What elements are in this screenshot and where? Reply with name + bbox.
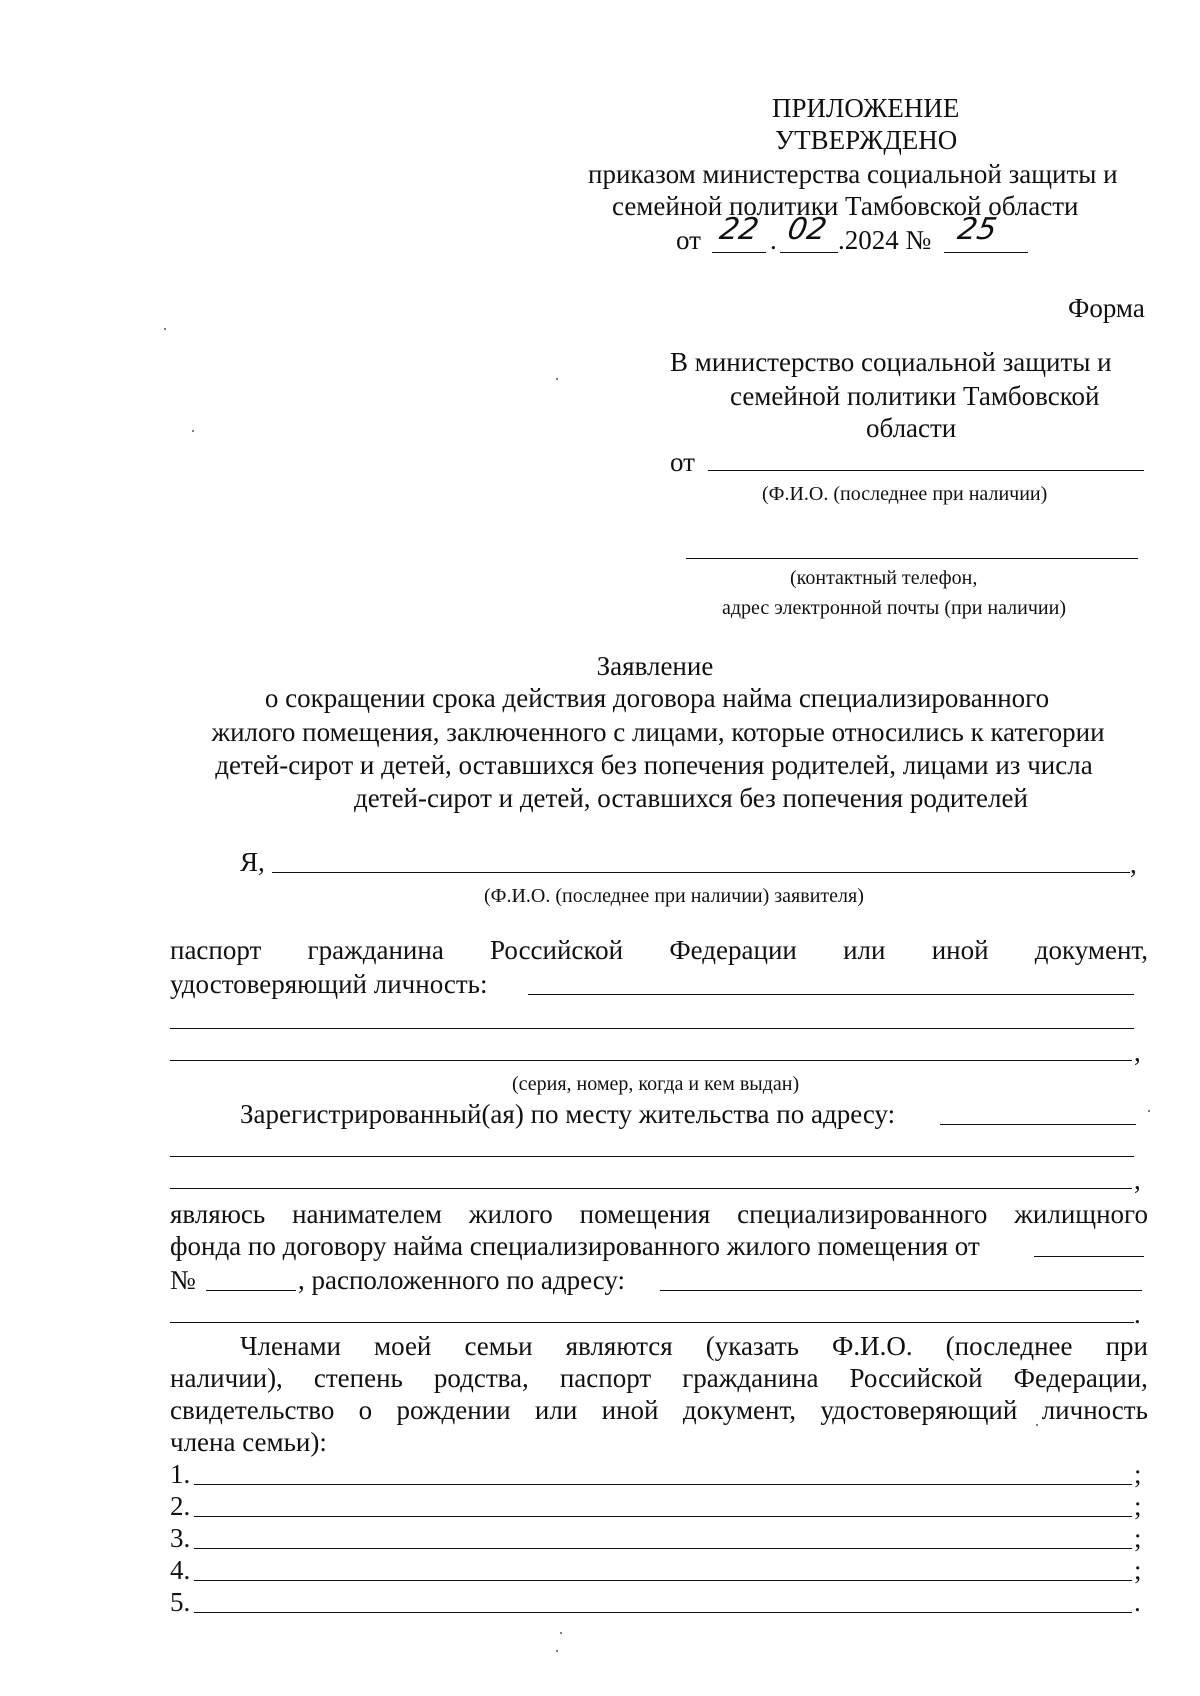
document-page: ПРИЛОЖЕНИЕ УТВЕРЖДЕНО приказом министерства социальной защиты и семейной политики Тамбовской области от 22 . 02 .2024 № 25 Форма В министерство социальной защиты и семейной политики Тамбовской области от (Ф.И.О. (последнее при наличии) (контактный телефон, адрес электронной почты (при наличии) Заявление о сокращении срока действия договора найма специализированного жилого помещения, заключенного с лицами, которые относились к категории детей-сирот и детей, оставшихся без попечения родителей, лицами из числа детей-сирот и детей, оставшихся без попечения родителей Я, , (Ф.И.О. (последнее при наличии) заявителя) паспорт гражданина Российской Федерации или иной документ, удостоверяющий личность: , (серия, номер, когда и кем выдан) Зарегистрированный(ая) по месту жительства по адресу: , являюсь нанимателем жилого помещения специализированного жилищного фонда по договору найма специализированного жилого помещения от № , расположенного по адресу: . Членами моей семьи являются (указать Ф.И.О. (последнее при наличии), степень родства, паспорт гражданина Российской Федерации, свидетельство о рождении или иной документ, удостоверяющий личность члена семьи): 1. ; 2. ; 3. ; 4. ; 5. . xyxy=(0,0,1200,1696)
scan-speck xyxy=(164,328,166,330)
from-name-field[interactable] xyxy=(708,470,1144,471)
identity-label: удостоверяющий личность: xyxy=(170,969,488,999)
scan-speck xyxy=(556,1650,558,1652)
contact-field[interactable] xyxy=(686,558,1138,559)
member-4-number: 4. xyxy=(170,1555,191,1585)
scan-speck xyxy=(1148,1110,1150,1112)
member-5-number: 5. xyxy=(170,1587,191,1617)
scan-speck xyxy=(556,378,558,380)
family-line-1: Членами моей семьи являются (указать Ф.И.О. (последнее при xyxy=(240,1331,1148,1361)
from-label: от xyxy=(670,447,695,477)
member-5-field[interactable] xyxy=(194,1612,1132,1613)
member-2-number: 2. xyxy=(170,1491,191,1521)
tenant-line: являюсь нанимателем жилого помещения специализированного жилищного xyxy=(170,1199,1148,1229)
contact-hint-2: адрес электронной почты (при наличии) xyxy=(722,597,1066,619)
family-line-2: наличии), степень родства, паспорт гражданина Российской Федерации, xyxy=(170,1363,1148,1393)
title-line-1: Заявление xyxy=(596,651,714,681)
contract-date-field[interactable] xyxy=(1034,1256,1144,1257)
registered-label: Зарегистрированный(ая) по месту жительства по адресу: xyxy=(240,1099,896,1129)
title-line-4: детей-сирот и детей, оставшихся без попечения родителей, лицами из числа xyxy=(215,750,1093,780)
family-line-4: члена семьи): xyxy=(170,1427,327,1457)
property-address-field[interactable] xyxy=(660,1290,1142,1291)
member-2-field[interactable] xyxy=(194,1516,1132,1517)
title-line-3: жилого помещения, заключенного с лицами, которые относились к категории xyxy=(211,717,1105,747)
title-line-5: детей-сирот и детей, оставшихся без попечения родителей xyxy=(354,783,1028,813)
registration-field[interactable] xyxy=(940,1124,1136,1125)
applicant-hint: (Ф.И.О. (последнее при наличии) заявителя) xyxy=(484,885,864,907)
handwritten-order-number: 25 xyxy=(955,212,1000,247)
contract-line: фонда по договору найма специализированного жилого помещения от xyxy=(170,1231,980,1261)
appendix-label: ПРИЛОЖЕНИЕ xyxy=(772,93,960,123)
approved-label: УТВЕРЖДЕНО xyxy=(775,125,958,155)
identity-field-2[interactable] xyxy=(170,1028,1134,1029)
form-label: Форма xyxy=(1068,293,1145,323)
member-3-field[interactable] xyxy=(194,1548,1132,1549)
registration-field-3[interactable] xyxy=(170,1188,1132,1189)
fio-hint: (Ф.И.О. (последнее при наличии) xyxy=(762,483,1048,505)
i-label: Я, xyxy=(240,847,265,877)
contact-hint-1: (контактный телефон, xyxy=(790,567,978,589)
order-line-1: приказом министерства социальной защиты и xyxy=(588,159,1118,189)
applicant-name-field[interactable] xyxy=(272,872,1130,873)
registration-field-2[interactable] xyxy=(170,1156,1134,1157)
family-line-3: свидетельство о рождении или иной документ, удостоверяющий личность xyxy=(170,1395,1148,1425)
order-line-2: семейной политики Тамбовской области xyxy=(612,191,1079,221)
property-address-field-2[interactable] xyxy=(170,1322,1134,1323)
addressee-line-3: области xyxy=(866,413,957,443)
addressee-line-1: В министерство социальной защиты и xyxy=(670,347,1112,377)
member-1-field[interactable] xyxy=(194,1484,1132,1485)
identity-field[interactable] xyxy=(528,994,1134,995)
handwritten-month: 02 xyxy=(785,212,830,247)
contract-number-field[interactable] xyxy=(206,1290,296,1291)
scan-speck xyxy=(1036,1424,1038,1426)
member-1-number: 1. xyxy=(170,1459,191,1489)
member-3-number: 3. xyxy=(170,1523,191,1553)
passport-line: паспорт гражданина Российской Федерации или иной документ, xyxy=(170,935,1148,965)
member-4-field[interactable] xyxy=(194,1580,1132,1581)
title-line-2: о сокращении срока действия договора найма специализированного xyxy=(264,683,1050,713)
scan-speck xyxy=(192,430,194,432)
scan-speck xyxy=(560,1632,562,1634)
passport-hint: (серия, номер, когда и кем выдан) xyxy=(512,1073,800,1095)
addressee-line-2: семейной политики Тамбовской xyxy=(730,381,1100,411)
handwritten-day: 22 xyxy=(717,212,762,247)
identity-field-3[interactable] xyxy=(170,1060,1132,1061)
